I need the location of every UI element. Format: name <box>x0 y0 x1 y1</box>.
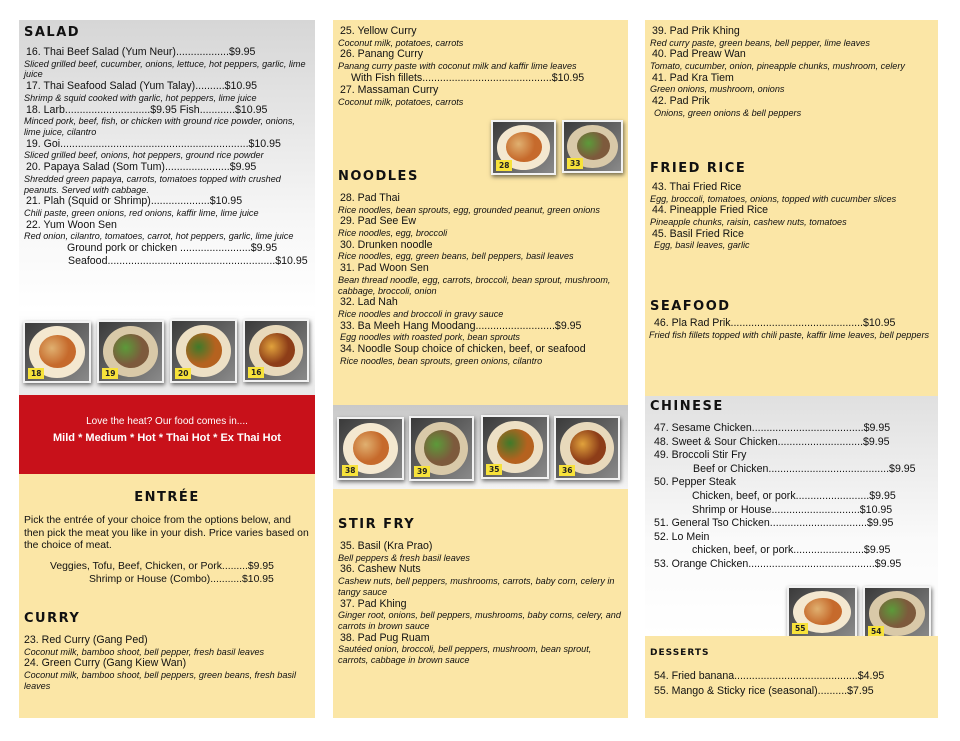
dish-number-label: 16 <box>248 367 264 378</box>
menu-item-description: Green onions, mushroom, onions <box>650 84 785 95</box>
chinese-item-option: Chicken, beef, or pork.........................$9.95 <box>692 489 896 502</box>
menu-item-name: 34. Noodle Soup choice of chicken, beef, or seafood <box>340 343 586 356</box>
noodle-photo-strip <box>333 405 628 489</box>
menu-item-name: 19. Goi................................................................$10.95 <box>26 137 281 150</box>
menu-item-description: Shredded green papaya, carrots, tomatoes topped with crushed peanuts. Served with cabbage. <box>24 173 281 195</box>
noodle-item-list <box>338 192 623 367</box>
dish-number-label: 35 <box>486 464 502 475</box>
menu-item-name: 38. Pad Pug Ruam <box>340 631 430 644</box>
stirfry-heading: STIR FRY <box>338 517 416 532</box>
menu-item-name: 28. Pad Thai <box>340 192 400 204</box>
menu-item-name: 45. Basil Fried Rice <box>652 227 744 240</box>
dish-photo <box>863 586 931 636</box>
entree-curry-panel <box>19 474 315 718</box>
menu-item-description: Pineapple chunks, raisin, cashew nuts, tomatoes <box>650 216 847 227</box>
chinese-item: 48. Sweet & Sour Chicken.............................$9.95 <box>654 435 890 448</box>
menu-item-description: Egg, basil leaves, garlic <box>654 240 750 251</box>
dish-photo <box>491 120 556 175</box>
menu-item-name: 30. Drunken noodle <box>340 238 433 251</box>
salad-extra-option: Seafood.........................................................$10.95 <box>68 254 308 267</box>
menu-item-description: Shrimp & squid cooked with garlic, hot peppers, lime juice <box>24 92 257 103</box>
dessert-item-list <box>654 669 934 698</box>
chinese-item-option: Beef or Chicken.........................................$9.95 <box>693 462 916 475</box>
heat-levels: Mild * Medium * Hot * Thai Hot * Ex Thai Hot <box>53 432 281 444</box>
dish-number-label: 55 <box>792 623 808 634</box>
dish-number-label: 54 <box>868 626 884 636</box>
dish-photo <box>337 417 404 480</box>
menu-item-name: 31. Pad Woon Sen <box>340 262 429 275</box>
entree-price-line-1: Veggies, Tofu, Beef, Chicken, or Pork.........$9.95 <box>50 561 274 572</box>
menu-item-name: 21. Plah (Squid or Shrimp)....................$10.95 <box>26 195 243 208</box>
menu-item-description: Minced pork, beef, fish, or chicken with ground rice powder, onions, lime juice, cilantro <box>24 116 295 137</box>
menu-item-name: 16. Thai Beef Salad (Yum Neur)..................$9.95 <box>26 46 256 58</box>
dish-number-label: 38 <box>342 465 358 476</box>
menu-item-name: 20. Papaya Salad (Som Tum)......................$9.95 <box>26 161 257 174</box>
stirfry-item-list <box>338 540 623 666</box>
dish-photo <box>562 120 623 173</box>
menu-item-description: Egg, broccoli, tomatoes, onions, topped with cucumber slices <box>650 193 897 204</box>
salad-extra-option: Ground pork or chicken ........................$9.95 <box>67 242 278 255</box>
menu-item-name: 37. Pad Khing <box>340 597 407 610</box>
menu-item-name: 27. Massaman Curry <box>340 84 439 97</box>
menu-item-description: Chili paste, green onions, red onions, kaffir lime, lime juice <box>24 207 259 218</box>
menu-item-description: Sliced grilled beef, cucumber, onions, lettuce, hot peppers, garlic, lime juice <box>24 58 306 80</box>
menu-item-name: 18. Larb.............................$9.95 Fish............$10.95 <box>26 103 268 116</box>
menu-item-description: Red onion, cilantro, tomatoes, carrot, hot peppers, garlic, lime juice <box>24 231 294 242</box>
dish-number-label: 20 <box>175 368 191 379</box>
menu-item-description: Rice noodles, egg, green beans, bell peppers, basil leaves <box>338 251 574 262</box>
dish-photo <box>170 319 237 383</box>
menu-item-description: Bell peppers & fresh basil leaves <box>338 552 470 563</box>
chinese-heading: CHINESE <box>650 399 724 414</box>
menu-item-description: Onions, green onions & bell peppers <box>654 107 802 118</box>
menu-item-name: 35. Basil (Kra Prao) <box>340 540 433 552</box>
dessert-item: 55. Mango & Sticky rice (seasonal)..........$7.95 <box>654 684 874 697</box>
seafood-heading: SEAFOOD <box>650 299 731 314</box>
curry-item-list <box>24 634 310 692</box>
menu-item-name: 26. Panang Curry <box>340 48 424 61</box>
menu-item-name: 36. Cashew Nuts <box>340 563 421 576</box>
menu-item-name: 41. Pad Kra Tiem <box>652 71 734 84</box>
seafood-item-name: 46. Pla Rad Prik.............................................$10.95 <box>654 317 896 329</box>
salad-photo-strip <box>19 310 315 395</box>
menu-item-name: 29. Pad See Ew <box>340 215 416 228</box>
menu-item-description: Cashew nuts, bell peppers, mushrooms, carrots, baby corn, celery in tangy sauce <box>338 575 615 597</box>
dish-photo <box>97 320 164 383</box>
menu-item-name: 42. Pad Prik <box>652 95 710 108</box>
stirfry-continued-panel <box>645 20 938 396</box>
noodles-heading: NOODLES <box>338 169 419 184</box>
curry-continued-list <box>338 25 623 108</box>
fried-rice-item-list <box>650 181 933 251</box>
menu-item-name: 23. Red Curry (Gang Ped) <box>24 634 148 646</box>
dish-number-label: 19 <box>102 368 118 379</box>
menu-item-name: 43. Thai Fried Rice <box>652 181 742 193</box>
dessert-item: 54. Fried banana..........................................$4.95 <box>654 670 885 682</box>
menu-item-description: Coconut milk, potatoes, carrots <box>338 96 464 107</box>
menu-item-name: 24. Green Curry (Gang Kiew Wan) <box>24 657 187 670</box>
menu-item-description: Coconut milk, bamboo shoot, bell pepper, fresh basil leaves <box>24 646 265 657</box>
chinese-item-option: chicken, beef, or pork........................$9.95 <box>692 544 891 557</box>
dish-number-label: 36 <box>559 465 575 476</box>
dish-photo <box>481 415 549 479</box>
dish-number-label: 33 <box>567 158 583 169</box>
curry-continued-panel <box>333 20 628 415</box>
dish-photo <box>554 416 620 480</box>
menu-item-name: 40. Pad Preaw Wan <box>652 48 746 61</box>
chinese-panel <box>645 396 938 636</box>
dish-number-label: 39 <box>414 466 430 477</box>
curry-heading: CURRY <box>24 611 81 626</box>
chinese-item: 51. General Tso Chicken.................................$9.95 <box>654 517 894 530</box>
menu-item-description: Ginger root, onions, bell peppers, mushrooms, baby corns, celery, and carrots in brown sauce <box>338 610 621 631</box>
dish-number-label: 18 <box>28 368 44 379</box>
desserts-heading: DESSERTS <box>650 648 710 658</box>
menu-item-description: Bean thread noodle, egg, carrots, broccoli, bean sprout, mushroom, cabbage, broccoli, onion <box>338 274 611 296</box>
chinese-item: 47. Sesame Chicken......................................$9.95 <box>654 422 891 434</box>
dish-photo <box>409 416 474 481</box>
seafood-item-desc: Fried fish fillets topped with chili paste, kaffir lime leaves, bell peppers <box>649 330 930 340</box>
dish-photo <box>787 586 857 636</box>
menu-item-name: 22. Yum Woon Sen <box>26 218 117 231</box>
dish-number-label: 28 <box>496 160 512 171</box>
menu-item-description: Rice noodles, bean sprouts, green onions, cilantro <box>340 355 543 366</box>
menu-item-name: 44. Pineapple Fried Rice <box>652 204 769 217</box>
menu-item-name: 39. Pad Prik Khing <box>652 25 740 37</box>
chinese-item-option: Shrimp or House..............................$10.95 <box>692 503 893 516</box>
fried-rice-heading: FRIED RICE <box>650 161 747 176</box>
menu-item-description: Red curry paste, green beans, bell pepper, lime leaves <box>650 37 870 48</box>
menu-item-name: 17. Thai Seafood Salad (Yum Talay)..........$10.95 <box>26 80 258 93</box>
entree-heading: ENTRÉE <box>134 490 200 505</box>
menu-item-name: 25. Yellow Curry <box>340 25 417 37</box>
menu-item-name: 33. Ba Meeh Hang Moodang...........................$9.95 <box>340 319 582 332</box>
menu-item-name: 32. Lad Nah <box>340 296 398 309</box>
menu-item-description: Coconut milk, bamboo shoot, bell peppers, green beans, fresh basil leaves <box>24 669 296 691</box>
entree-description: Pick the entrée of your choice from the options below, and then pick the meat you like in your dish. Price varies based on the choice of meat. <box>24 515 309 552</box>
menu-item-name: With Fish fillets............................................$10.95 <box>351 71 585 84</box>
chinese-item: 53. Orange Chicken...........................................$9.95 <box>654 557 902 570</box>
chinese-item: 52. Lo Mein <box>654 530 710 543</box>
salad-item-list <box>24 46 310 267</box>
menu-item-description: Rice noodles and broccoli in gravy sauce <box>338 308 504 319</box>
heat-banner <box>19 395 315 474</box>
salad-heading: SALAD <box>24 25 81 40</box>
stirfry-continued-list <box>650 25 933 119</box>
menu-item-description: Rice noodles, egg, broccoli <box>338 227 448 238</box>
salad-panel <box>19 20 315 310</box>
menu-item-description: Coconut milk, potatoes, carrots <box>338 37 464 48</box>
desserts-panel <box>645 636 938 718</box>
dish-photo <box>243 319 309 382</box>
chinese-item: 49. Broccoli Stir Fry <box>654 449 747 462</box>
menu-item-description: Rice noodles, bean sprouts, egg, grounded peanut, green onions <box>338 204 600 215</box>
menu-item-description: Sautéed onion, broccoli, bell peppers, mushroom, bean sprout, carrots, cabbage in brown sauce <box>338 644 592 666</box>
dish-photo <box>23 321 91 383</box>
entree-price-line-2: Shrimp or House (Combo)...........$10.95 <box>89 574 274 585</box>
heat-text: Love the heat? Our food comes in.... <box>86 416 248 427</box>
chinese-item-list <box>645 422 938 572</box>
menu-item-description: Egg noodles with roasted pork, bean sprouts <box>340 332 520 343</box>
menu-item-description: Sliced grilled beef, onions, hot peppers, ground rice powder <box>24 150 264 161</box>
menu-item-description: Panang curry paste with coconut milk and kaffir lime leaves <box>338 60 577 71</box>
menu-item-description: Tomato, cucumber, onion, pineapple chunks, mushroom, celery <box>650 60 905 71</box>
chinese-item: 50. Pepper Steak <box>654 476 736 489</box>
stirfry-panel <box>333 489 628 718</box>
